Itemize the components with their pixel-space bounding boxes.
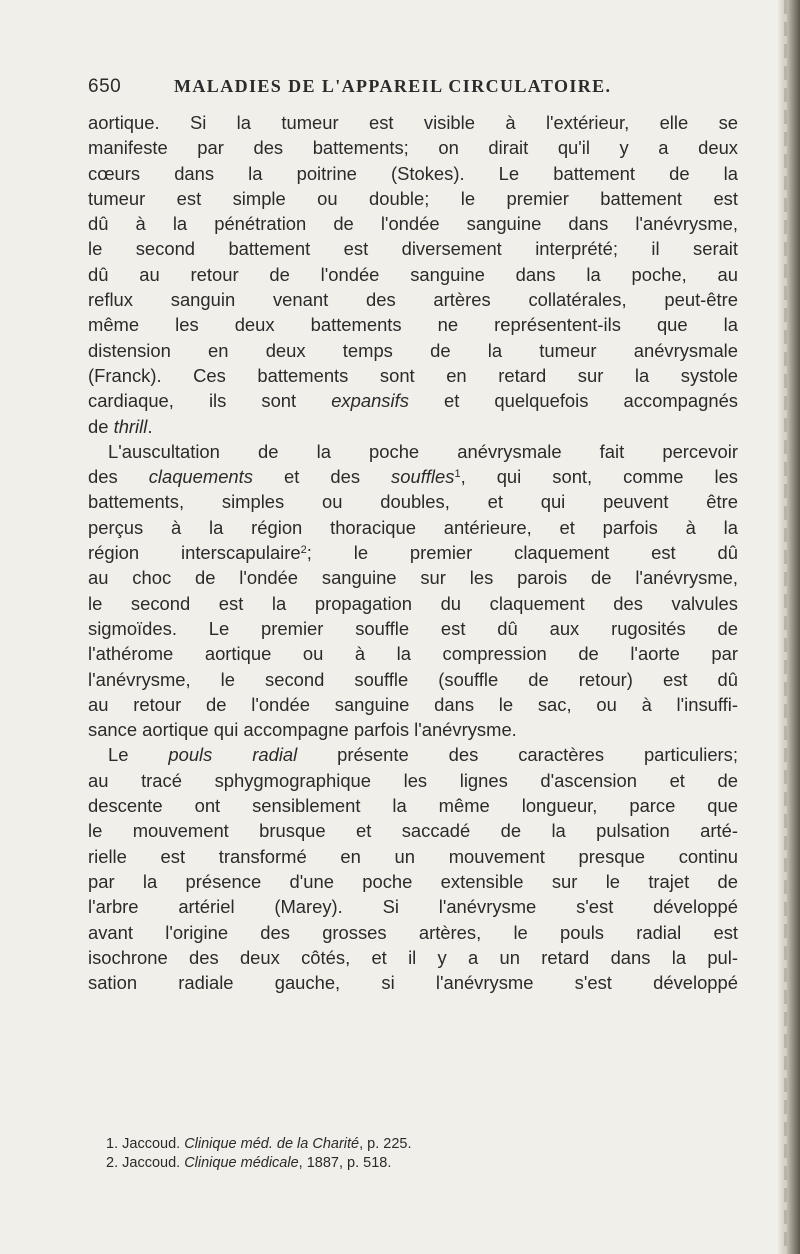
page-number: 650 bbox=[88, 76, 122, 97]
text-line: tumeur est simple ou double; le premier battement est bbox=[88, 187, 738, 209]
text-line: même les deux battements ne représentent-ils que la bbox=[88, 314, 738, 336]
text-line: rielle est transformé en un mouvement presque continu bbox=[88, 845, 738, 867]
text-line: au choc de l'ondée sanguine sur les parois de l'anévrysme, bbox=[88, 567, 738, 589]
text-line: avant l'origine des grosses artères, le pouls radial est bbox=[88, 921, 738, 943]
text-line: au retour de l'ondée sanguine dans le sac, ou à l'insuffi- bbox=[88, 693, 738, 715]
text-line: aortique. Si la tumeur est visible à l'extérieur, elle se bbox=[88, 112, 738, 133]
text-line: de thrill. bbox=[88, 415, 153, 437]
text-line: au tracé sphygmographique les lignes d'ascension et de bbox=[88, 769, 738, 791]
text-line: distension en deux temps de la tumeur anévrysmale bbox=[88, 339, 738, 361]
text-line: le second est la propagation du claquement des valvules bbox=[88, 592, 738, 614]
text-line: manifeste par des battements; on dirait qu'il y a deux bbox=[88, 137, 738, 159]
footnote: 2. Jaccoud. Clinique médicale, 1887, p. 518. bbox=[106, 1154, 392, 1171]
page-header bbox=[88, 76, 738, 100]
text-line: sance aortique qui accompagne parfois l'anévrysme. bbox=[88, 719, 517, 741]
footnote: 1. Jaccoud. Clinique méd. de la Charité, p. 225. bbox=[106, 1136, 412, 1152]
running-title: MALADIES DE L'APPAREIL CIRCULATOIRE. bbox=[174, 76, 612, 96]
text-line: L'auscultation de la poche anévrysmale fait percevoir bbox=[108, 440, 738, 462]
body-text bbox=[88, 110, 738, 995]
text-line: des claquements et des souffles$^1$, qui sont, comme les bbox=[88, 466, 738, 488]
text-line: descente ont sensiblement la même longueur, parce que bbox=[88, 795, 738, 817]
text-line: région interscapulaire$^2$; le premier claquement est dû bbox=[88, 542, 738, 564]
text-line: l'arbre artériel (Marey). Si l'anévrysme s'est développé bbox=[88, 896, 738, 918]
text-line: par la présence d'une poche extensible sur le trajet de bbox=[88, 870, 738, 892]
text-line: sation radiale gauche, si l'anévrysme s'est développé bbox=[88, 972, 738, 994]
footnote-ref: 2 bbox=[300, 544, 307, 557]
text-line: perçus à la région thoracique antérieure, et parfois à la bbox=[88, 516, 738, 538]
text-line: cœurs dans la poitrine (Stokes). Le battement de la bbox=[88, 162, 738, 184]
footnotes bbox=[106, 1135, 726, 1172]
text-line: battements, simples ou doubles, et qui peuvent être bbox=[88, 491, 738, 513]
page-edge bbox=[778, 0, 800, 1254]
text-line: le mouvement brusque et saccadé de la pulsation arté- bbox=[88, 820, 738, 842]
text-line: reflux sanguin venant des artères collatérales, peut-être bbox=[88, 289, 738, 311]
text-line: dû à la pénétration de l'ondée sanguine dans l'anévrysme, bbox=[88, 213, 738, 235]
footnote-ref: 1 bbox=[454, 468, 461, 481]
text-line: l'anévrysme, le second souffle (souffle de retour) est dû bbox=[88, 668, 738, 690]
text-line: isochrone des deux côtés, et il y a un retard dans la pul- bbox=[88, 946, 738, 968]
text-line: Le pouls radial présente des caractères particuliers; bbox=[108, 744, 738, 766]
text-line: l'athérome aortique ou à la compression de l'aorte par bbox=[88, 643, 738, 665]
text-line: (Franck). Ces battements sont en retard sur la systole bbox=[88, 364, 738, 386]
text-line: dû au retour de l'ondée sanguine dans la poche, au bbox=[88, 263, 738, 285]
text-line: sigmoïdes. Le premier souffle est dû aux rugosités de bbox=[88, 617, 738, 639]
text-line: le second battement est diversement interprété; il serait bbox=[88, 238, 738, 260]
text-line: cardiaque, ils sont expansifs et quelquefois accompagnés bbox=[88, 390, 738, 412]
